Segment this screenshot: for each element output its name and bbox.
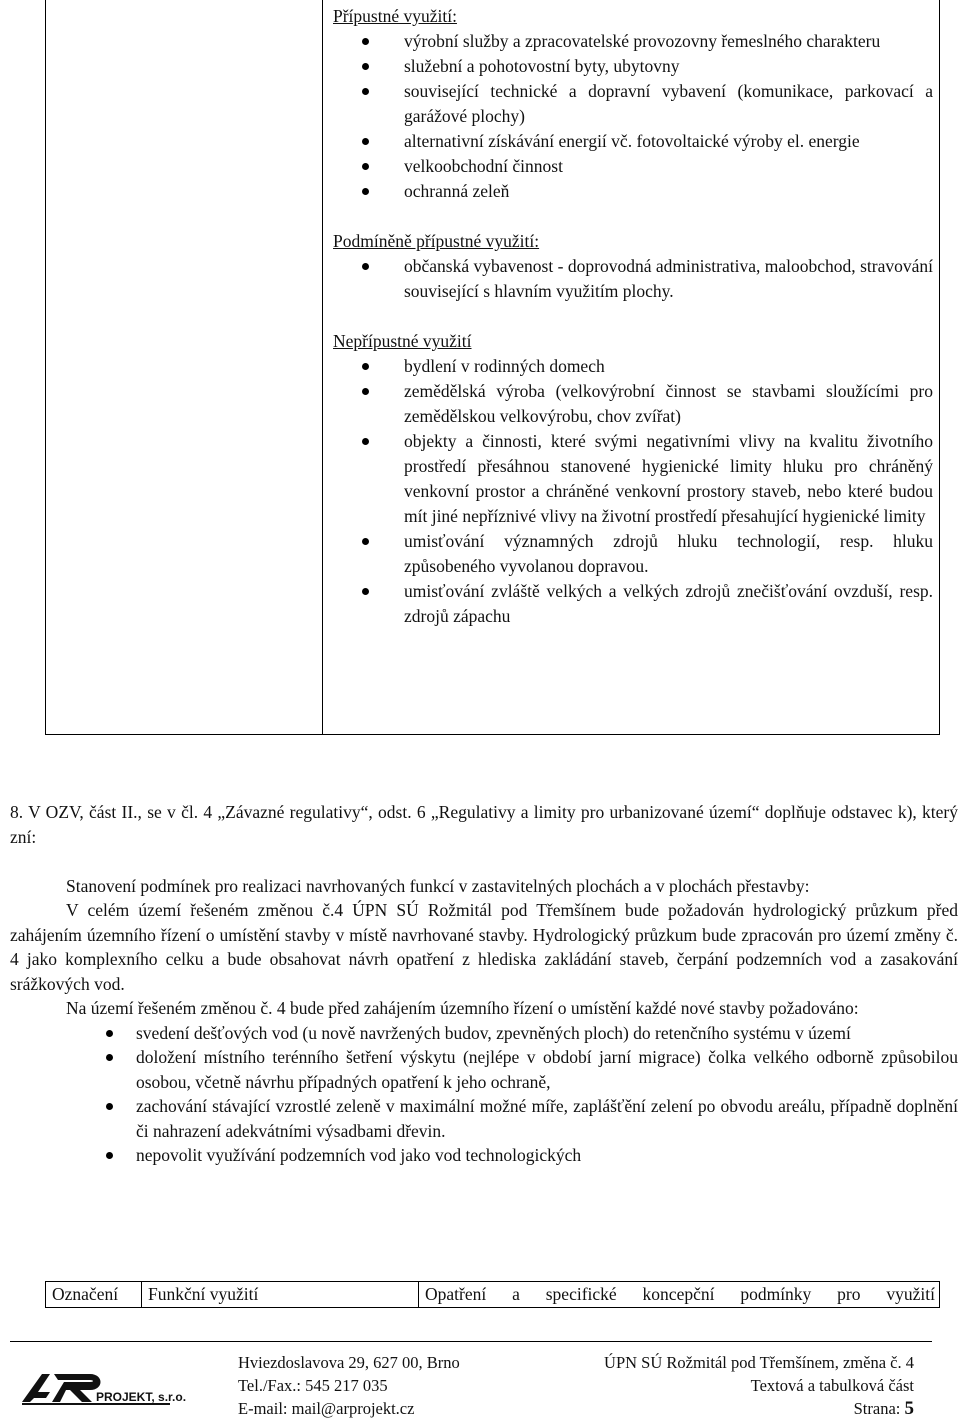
paragraph: Stanovení podmínek pro realizaci navrhovaných funkcí v zastavitelných plochách a v plochách přestavby: bbox=[66, 875, 810, 896]
list-item: bydlení v rodinných domech bbox=[333, 354, 933, 379]
paragraph: V celém území řešeném změnou č.4 ÚPN SÚ Rožmitál pod Třemšínem bude požadován hydrologický průzkum před zahájením územního řízení o umístění stavby v místě navrhované stavby. Hydrologický průzkum bude zpracován pro území změny č. 4 jako komplexního celku a bude obsahovat návrh opatření z hlediska zakládání staveb, čerpání podzemních vod a zasakování srážkových vod. bbox=[10, 900, 958, 994]
list-item: alternativní získávání energií vč. fotovoltaické výroby el. energie bbox=[333, 129, 933, 154]
list-item: výrobní služby a zpracovatelské provozovny řemeslného charakteru bbox=[333, 29, 933, 54]
page-number: 5 bbox=[904, 1398, 914, 1419]
logo-company-name: PROJEKT, s.r.o. bbox=[96, 1390, 187, 1404]
footer-contact bbox=[238, 1351, 460, 1420]
column-header-function: Funkční využití bbox=[142, 1282, 419, 1307]
footer-address: Hviezdoslavova 29, 627 00, Brno bbox=[238, 1353, 460, 1372]
regulation-table bbox=[45, 0, 940, 735]
list-item: umisťování významných zdrojů hluku technologií, resp. hluku způsobeného vyvolanou dopravou. bbox=[333, 529, 933, 579]
section-8 bbox=[10, 800, 958, 1168]
permitted-heading: Přípustné využití: bbox=[333, 6, 457, 26]
list-item: ochranná zeleň bbox=[333, 179, 933, 204]
requirements-list bbox=[10, 1021, 958, 1168]
list-item: doložení místního terénního šetření výskytu (nejlépe v období jarní migrace) čolka velkého odborně způsobilou osobou, včetně návrhu případných opatření k jeho ochraně, bbox=[10, 1045, 958, 1094]
footer-document-info bbox=[548, 1351, 914, 1420]
footer-divider bbox=[10, 1341, 932, 1342]
page-label: Strana: bbox=[853, 1399, 901, 1418]
list-item: související technické a dopravní vybavení (komunikace, parkovací a garážové plochy) bbox=[333, 79, 933, 129]
table-cell-regulations bbox=[333, 4, 933, 629]
footer-page bbox=[548, 1397, 914, 1420]
footer-project: ÚPN SÚ Rožmitál pod Třemšínem, změna č. 4 bbox=[604, 1353, 914, 1372]
list-item: zemědělská výroba (velkovýrobní činnost se stavbami sloužícími pro zemědělskou velkovýrobu, chov zvířat) bbox=[333, 379, 933, 429]
section-8-intro: 8. V OZV, část II., se v čl. 4 „Závazné regulativy“, odst. 6 „Regulativy a limity pro urbanizované území“ doplňuje odstavec k), který zní: bbox=[10, 802, 958, 847]
list-item: zachování stávající vzrostlé zeleně v maximální možné míře, zaplášťění zelení po obvodu areálu, případně doplnění či nahrazení adekvátními výsadbami dřevin. bbox=[10, 1094, 958, 1143]
forbidden-heading: Nepřípustné využití bbox=[333, 331, 472, 351]
footer-email: E-mail: mail@arprojekt.cz bbox=[238, 1399, 415, 1418]
conditional-list bbox=[333, 254, 933, 304]
column-header-designation: Označení bbox=[46, 1282, 142, 1307]
list-item: nepovolit využívání podzemních vod jako vod technologických bbox=[10, 1143, 958, 1168]
column-header-measures: Opatření a specifické koncepční podmínky pro využití bbox=[425, 1284, 935, 1304]
permitted-list bbox=[333, 29, 933, 204]
list-item: umisťování zvláště velkých a velkých zdrojů znečišťování ovzduší, resp. zdrojů zápachu bbox=[333, 579, 933, 629]
forbidden-list bbox=[333, 354, 933, 629]
list-item: občanská vybavenost - doprovodná administrativa, maloobchod, stravování související s hlavním využitím plochy. bbox=[333, 254, 933, 304]
conditional-heading: Podmíněně přípustné využití: bbox=[333, 231, 540, 251]
list-item: svedení dešťových vod (u nově navržených budov, zpevněných ploch) do retenčního systému v území bbox=[10, 1021, 958, 1046]
footer-phone: Tel./Fax.: 545 217 035 bbox=[238, 1376, 388, 1395]
paragraph: Na území řešeném změnou č. 4 bude před zahájením územního řízení o umístění každé nové stavby požadováno: bbox=[66, 998, 859, 1018]
list-item: objekty a činnosti, které svými negativními vlivy na kvalitu životního prostředí přesáhnou stanovené hygienické limity hluku pro chráněný venkovní prostor a chráněné venkovní prostory staveb, nebo které budou mít jiné nepříznivé vlivy na životní prostředí přesahující hygienické limity bbox=[333, 429, 933, 529]
functional-use-table-header bbox=[45, 1281, 940, 1308]
list-item: služební a pohotovostní byty, ubytovny bbox=[333, 54, 933, 79]
footer-part: Textová a tabulková část bbox=[750, 1376, 914, 1395]
list-item: velkoobchodní činnost bbox=[333, 154, 933, 179]
table-column-divider bbox=[322, 0, 323, 734]
